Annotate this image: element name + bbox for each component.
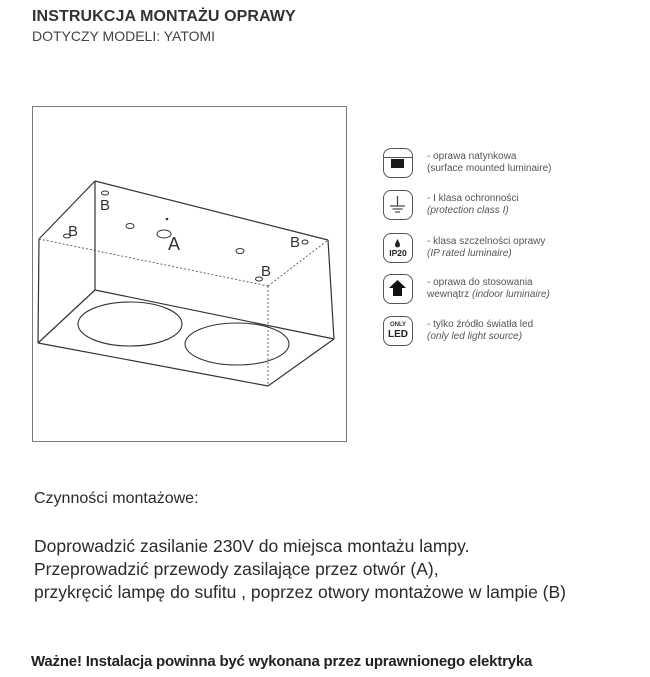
legend-label-pl: - oprawa do stosowania (427, 277, 533, 288)
box-edge (39, 181, 95, 239)
legend-label-pl: - oprawa natynkowa (427, 151, 517, 162)
only-text: ONLY (389, 322, 407, 328)
electrician-warning: Ważne! Instalacja powinna być wykonana przez uprawnionego elektryka (31, 653, 533, 670)
legend-item-indoor (383, 274, 633, 310)
only-led-icon (383, 316, 413, 346)
box-edge (95, 181, 328, 240)
luminaire-diagram (32, 106, 348, 443)
led-text: LED (388, 329, 408, 340)
legend-label-pl-extra: wewnątrz (427, 289, 470, 300)
label-b: B (100, 197, 111, 214)
legend-item-protection-class (383, 190, 633, 226)
light-opening-left (78, 302, 182, 346)
surface-mounted-icon (383, 148, 413, 178)
hidden-edge (39, 239, 268, 286)
steps-heading: Czynności montażowe: (34, 490, 199, 507)
label-b: B (261, 263, 272, 280)
model-subtitle: DOTYCZY MODELI: YATOMI (32, 28, 216, 44)
document-title: INSTRUKCJA MONTAŻU OPRAWY (32, 8, 296, 25)
label-b: B (68, 223, 79, 240)
legend-label-en: (indoor luminaire) (472, 289, 550, 300)
box-edge (328, 240, 334, 339)
box-edge (38, 239, 39, 343)
legend-label-pl: - klasa szczelności oprawy (427, 236, 546, 247)
step-line: Doprowadzić zasilanie 230V do miejsca montażu lampy. (34, 536, 470, 556)
step-line: Przeprowadzić przewody zasilające przez otwór (A), (34, 559, 439, 579)
screw-hole (126, 224, 134, 229)
mount-hole-b (302, 240, 308, 244)
label-b: B (290, 234, 301, 251)
legend-label-pl: - I klasa ochronności (427, 193, 519, 204)
legend-label-pl: - tylko źródło światła led (427, 319, 534, 330)
legend-label-en: (protection class I) (427, 205, 509, 216)
step-line: przykręcić lampę do sufitu , poprzez otwory montażowe w lampie (B) (34, 582, 567, 602)
water-drop-icon (395, 239, 400, 248)
legend-label-en: (only led light source) (427, 331, 523, 342)
small-dot (166, 218, 169, 221)
label-a: A (168, 234, 181, 254)
light-opening-right (185, 323, 289, 365)
legend-label-en: (IP rated luminaire) (427, 248, 512, 259)
legend-item-ip-rating (383, 233, 633, 269)
installation-steps (34, 535, 566, 604)
screw-hole (236, 249, 244, 254)
ip-rating-icon (383, 233, 413, 263)
box-edge (38, 290, 95, 343)
legend-label-en: (surface mounted luminaire) (427, 163, 552, 174)
box-edge (268, 339, 334, 386)
ip-rating-text: IP20 (389, 248, 407, 258)
legend-item-surface-mounted (383, 148, 633, 184)
box-edge (95, 290, 334, 339)
indoor-house-icon (383, 274, 413, 304)
legend-item-only-led (383, 316, 633, 352)
protection-class-ground-icon (383, 190, 413, 220)
mount-hole-b (102, 191, 109, 195)
